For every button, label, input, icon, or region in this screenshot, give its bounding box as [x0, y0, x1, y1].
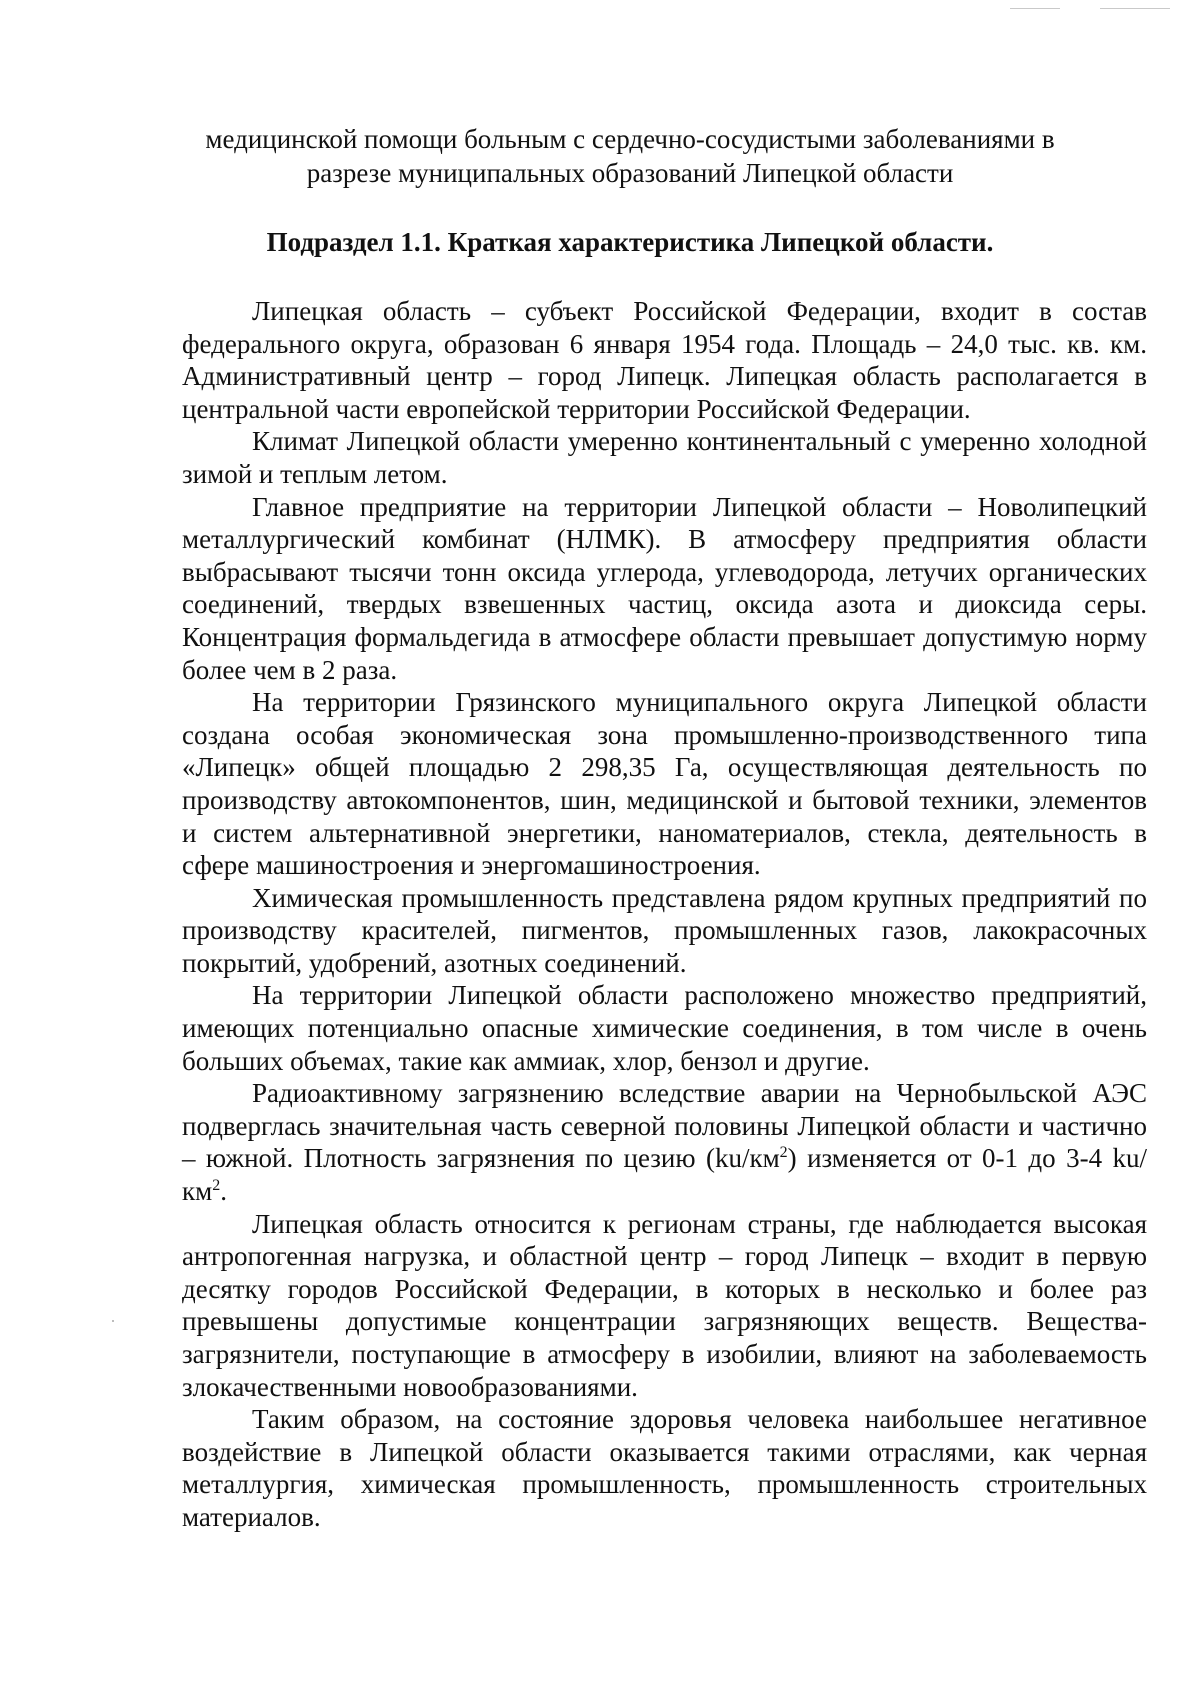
superscript: 2 — [212, 1177, 221, 1195]
document-title — [180, 122, 1080, 190]
paragraph-text: Радиоактивному загрязнению вследствие аварии на Чернобыльской АЭС подверглась значительная часть северной половины Липецкой области и частично – южной. Плотность загрязнения по цезию (ku/км — [182, 1078, 1147, 1174]
paragraph: На территории Липецкой области расположено множество предприятий, имеющих потенциально опасные химические соединения, в том числе в очень больших объемах, такие как аммиак, хлор, бензол и другие. — [182, 980, 1147, 1076]
title-line: разрезе муниципальных образований Липецкой области — [306, 158, 954, 188]
paragraph-radiation — [182, 1077, 1147, 1207]
scan-artifact — [1010, 8, 1060, 9]
paragraph-text: . — [220, 1176, 227, 1207]
paragraph: Химическая промышленность представлена рядом крупных предприятий по производству красителей, пигментов, промышленных газов, лакокрасочных покрытий, удобрений, азотных соединений. — [182, 882, 1147, 978]
paragraph: Липецкая область – субъект Российской Федерации, входит в состав федерального округа, образован 6 января 1954 года. Площадь – 24,0 тыс. кв. км. Административный центр – город Липецк. Липецкая область располагается в центральной части европейской территории Российской Федерации. — [182, 296, 1147, 424]
scan-artifact — [1100, 8, 1170, 9]
paragraph: Липецкая область относится к регионам страны, где наблюдается высокая антропогенная нагрузка, и областной центр – город Липецк – входит в первую десятку городов Российской Федерации, в которых в несколько и более раз превышены допустимые концентрации загрязняющих веществ. Вещества-загрязнители, поступающие в атмосферу в изобилии, влияют на заболеваемость злокачественными новообразованиями. — [182, 1208, 1147, 1402]
scan-artifact — [112, 1320, 114, 1322]
paragraph: Климат Липецкой области умеренно континентальный с умеренно холодной зимой и теплым летом. — [182, 426, 1147, 489]
paragraph-text: ) изменяется от 0-1 до 3-4 ku/км — [182, 1143, 1147, 1207]
paragraph: На территории Грязинского муниципального округа Липецкой области создана особая экономическая зона промышленно-производственного типа «Липецк» общей площадью 2 298,35 Га, осуществляющая деятельность по производству автокомпонентов, шин, медицинской и бытовой техники, элементов и систем альтернативной энергетики, наноматериалов, стекла, деятельность в сфере машиностроения и энергомашиностроения. — [182, 687, 1147, 881]
superscript: 2 — [779, 1144, 788, 1162]
document-body — [182, 295, 1147, 1534]
subsection-heading: Подраздел 1.1. Краткая характеристика Липецкой области. — [266, 227, 994, 257]
paragraph: Главное предприятие на территории Липецкой области – Новолипецкий металлургический комбинат (НЛМК). В атмосферу предприятия области выбрасывают тысячи тонн оксида углерода, углеводорода, летучих органических соединений, твердых взвешенных частиц, оксида азота и диоксида серы. Концентрация формальдегида в атмосфере области превышает допустимую норму более чем в 2 раза. — [182, 491, 1147, 685]
paragraph: Таким образом, на состояние здоровья человека наибольшее негативное воздействие в Липецкой области оказывается такими отраслями, как черная металлургия, химическая промышленность, промышленность строительных материалов. — [182, 1404, 1147, 1532]
title-line: медицинской помощи больным с сердечно-сосудистыми заболеваниями в — [205, 124, 1055, 154]
